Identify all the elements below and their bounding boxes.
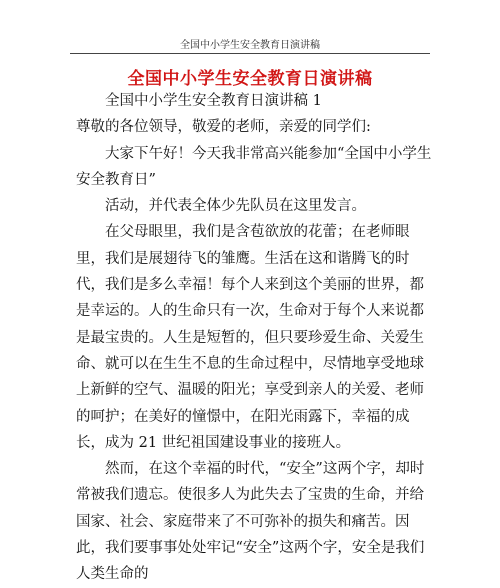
paragraph-activity: 活动，并代表全体少先队员在这里发言。 [105,198,366,215]
running-header: 全国中小学生安全教育日演讲稿 [180,40,320,51]
header-rule [70,53,430,54]
salutation: 尊敬的各位领导，敬爱的老师，亲爱的同学们: [76,119,371,136]
document-body [76,88,432,588]
paragraph-greeting: 大家下午好！今天我非常高兴能参加“全国中小学生安全教育日” [76,145,432,188]
document-title: 全国中小学生安全教育日演讲稿 [127,69,373,89]
paragraph-life: 在父母眼里，我们是含苞欲放的花蕾；在老师眼里，我们是展翅待飞的雏鹰。生活在这和谐腾飞的时代，我们是多么幸福！每个人来到这个美丽的世界，都是幸运的。人的生命只有一次，生命对于每个人来说都是最宝贵的。人生是短暂的，但只要珍爱生命、关爱生命、就可以在生生不息的生命过程中，尽情地享受地球上新鲜的空气、温暖的阳光；享受到亲人的关爱、老师的呵护；在美好的憧憬中，在阳光雨露下，幸福的成长，成为 21 世纪祖国建设事业的接班人。 [76,224,424,451]
document-subtitle: 全国中小学生安全教育日演讲稿 1 [105,93,322,109]
paragraph-safety: 然而，在这个幸福的时代，“安全”这两个字，却时常被我们遗忘。使很多人为此失去了宝贵的生命，并给国家、社会、家庭带来了不可弥补的损失和痛苦。因此，我们要事事处处牢记“安全”这两个字，安全是我们人类生命的 [76,461,425,583]
